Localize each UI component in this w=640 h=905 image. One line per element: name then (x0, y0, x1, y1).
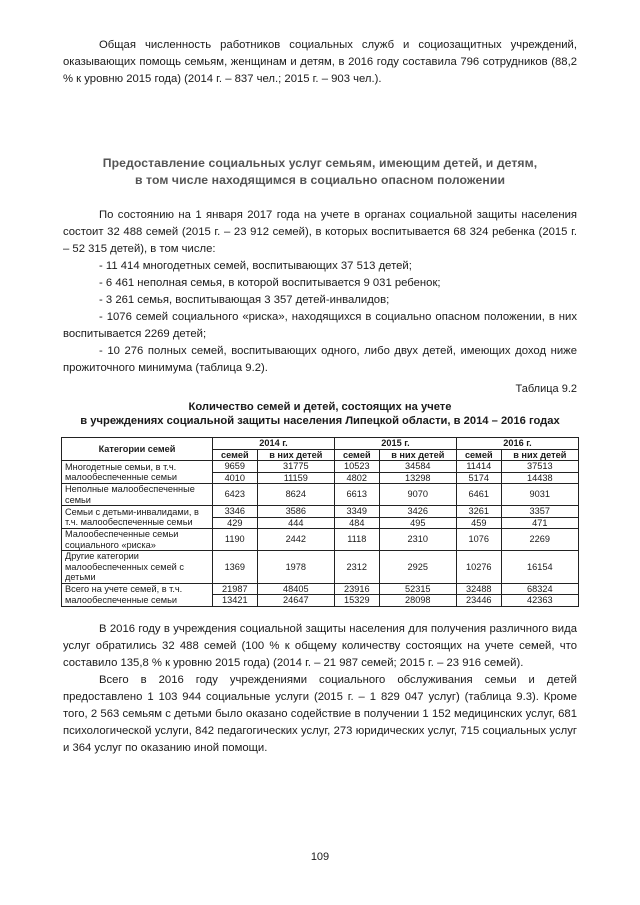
services-text: В 2016 году в учреждения социальной защиты населения для получения различного вида услуг обратились 32 488 семей (100 % к общему количеству состоящих на учете семей, что составило 135,8 % к уровню 2015 года) (2014 г. – 21 987 семей; 2015 г. – 23 916 семей). (63, 623, 577, 669)
section-heading (40, 155, 600, 189)
services-paragraph (63, 621, 577, 672)
category-cell: Другие категории малообеспеченных семей с детьми (62, 551, 213, 584)
intro-paragraph (63, 37, 577, 88)
sub-header: в них детей (501, 449, 578, 461)
value-cell: 484 (334, 517, 379, 529)
services-paragraph-2 (63, 672, 577, 757)
value-cell: 1369 (213, 551, 258, 584)
section-heading-line1: Предоставление социальных услуг семьям, имеющим детей, и детям, (102, 156, 538, 170)
page-number: 109 (310, 851, 330, 863)
table-title-line2: в учреждениях социальной защиты населения Липецкой области, в 2014 – 2016 годах (80, 415, 560, 427)
status-text: По состоянию на 1 января 2017 года на учете в органах социальной защиты населения состоит 32 488 семей (2015 г. – 23 912 семей), в которых воспитывается 68 324 ребенка (2015 г. – 52 315 детей), в том числе: (63, 209, 577, 255)
value-cell: 459 (456, 517, 501, 529)
value-cell: 10276 (456, 551, 501, 584)
sub-header: семей (213, 449, 258, 461)
value-cell: 6461 (456, 484, 501, 506)
category-cell: Малообеспеченные семьи социального «риска» (62, 529, 213, 551)
list-item: - 1076 семей социального «риска», находящихся в социально опасном положении, в них воспитывается 2269 детей; (63, 311, 577, 340)
table-row (62, 551, 579, 584)
value-cell: 21987 (213, 583, 258, 595)
value-cell: 23446 (456, 595, 501, 607)
category-cell: Всего на учете семей, в т.ч. малообеспеченные семьи (62, 583, 213, 606)
year-header: 2015 г. (334, 438, 456, 450)
value-cell: 3346 (213, 506, 258, 518)
value-cell: 9031 (501, 484, 578, 506)
sub-header: в них детей (257, 449, 334, 461)
table-row (62, 506, 579, 518)
table-row (62, 583, 579, 595)
value-cell: 24647 (257, 595, 334, 607)
value-cell: 31775 (257, 461, 334, 473)
value-cell: 32488 (456, 583, 501, 595)
family-list (63, 258, 577, 377)
value-cell: 9659 (213, 461, 258, 473)
value-cell: 3349 (334, 506, 379, 518)
value-cell: 13298 (379, 472, 456, 484)
value-cell: 471 (501, 517, 578, 529)
value-cell: 1076 (456, 529, 501, 551)
value-cell: 1978 (257, 551, 334, 584)
table-body (62, 461, 579, 607)
value-cell: 2925 (379, 551, 456, 584)
value-cell: 14438 (501, 472, 578, 484)
year-header: 2014 г. (213, 438, 335, 450)
value-cell: 1118 (334, 529, 379, 551)
table-row (62, 484, 579, 506)
list-item: - 6 461 неполная семья, в которой воспитывается 9 031 ребенок; (99, 277, 441, 289)
category-cell: Семьи с детьми-инвалидами, в т.ч. малообеспеченные семьи (62, 506, 213, 529)
value-cell: 48405 (257, 583, 334, 595)
value-cell: 3261 (456, 506, 501, 518)
list-item: - 11 414 многодетных семей, воспитывающих 37 513 детей; (99, 260, 412, 272)
table-row (62, 529, 579, 551)
value-cell: 495 (379, 517, 456, 529)
value-cell: 3357 (501, 506, 578, 518)
value-cell: 34584 (379, 461, 456, 473)
value-cell: 23916 (334, 583, 379, 595)
value-cell: 2310 (379, 529, 456, 551)
value-cell: 429 (213, 517, 258, 529)
value-cell: 11159 (257, 472, 334, 484)
value-cell: 10523 (334, 461, 379, 473)
category-header: Категории семей (62, 438, 213, 461)
sub-header: семей (334, 449, 379, 461)
value-cell: 13421 (213, 595, 258, 607)
value-cell: 1190 (213, 529, 258, 551)
value-cell: 37513 (501, 461, 578, 473)
table-header-row (62, 438, 579, 450)
table-row (62, 461, 579, 473)
value-cell: 4802 (334, 472, 379, 484)
table-title-line1: Количество семей и детей, состоящих на учете (188, 401, 452, 413)
value-cell: 9070 (379, 484, 456, 506)
value-cell: 28098 (379, 595, 456, 607)
value-cell: 6613 (334, 484, 379, 506)
services-text-2: Всего в 2016 году учреждениями социального обслуживания семьи и детей предоставлено 1 103 944 социальные услуги (2015 г. – 1 829 047 услуг) (таблица 9.3). Кроме того, 2 563 семьям с детьми было оказано содействие в получении 1 152 медицинских услуг, 681 психологической услуги, 842 педагогических услуг, 273 юридических услуг, 715 социальных услуг и 364 услуг по оказанию иной помощи. (63, 674, 577, 754)
value-cell: 3586 (257, 506, 334, 518)
status-paragraph (63, 207, 577, 258)
list-item: - 3 261 семья, воспитывающая 3 357 детей-инвалидов; (99, 294, 390, 306)
intro-text: Общая численность работников социальных служб и социозащитных учреждений, оказывающих помощь семьям, женщинам и детям, в 2016 году составила 796 сотрудников (88,2 % к уровню 2015 года) (2014 г. – 837 чел.; 2015 г. – 903 чел.). (63, 39, 577, 85)
value-cell: 2312 (334, 551, 379, 584)
category-cell: Многодетные семьи, в т.ч. малообеспеченные семьи (62, 461, 213, 484)
year-header: 2016 г. (456, 438, 578, 450)
value-cell: 15329 (334, 595, 379, 607)
table-title (40, 400, 600, 428)
list-item: - 10 276 полных семей, воспитывающих одного, либо двух детей, имеющих доход ниже прожиточного минимума (таблица 9.2). (63, 345, 577, 374)
families-table (61, 437, 579, 607)
value-cell: 2269 (501, 529, 578, 551)
value-cell: 68324 (501, 583, 578, 595)
value-cell: 42363 (501, 595, 578, 607)
sub-header: семей (456, 449, 501, 461)
value-cell: 5174 (456, 472, 501, 484)
value-cell: 4010 (213, 472, 258, 484)
value-cell: 6423 (213, 484, 258, 506)
value-cell: 2442 (257, 529, 334, 551)
value-cell: 3426 (379, 506, 456, 518)
value-cell: 444 (257, 517, 334, 529)
value-cell: 52315 (379, 583, 456, 595)
value-cell: 11414 (456, 461, 501, 473)
sub-header: в них детей (379, 449, 456, 461)
value-cell: 8624 (257, 484, 334, 506)
value-cell: 16154 (501, 551, 578, 584)
section-heading-line2: в том числе находящимся в социально опасном положении (134, 173, 506, 187)
category-cell: Неполные малообеспеченные семьи (62, 484, 213, 506)
table-label: Таблица 9.2 (515, 383, 577, 395)
